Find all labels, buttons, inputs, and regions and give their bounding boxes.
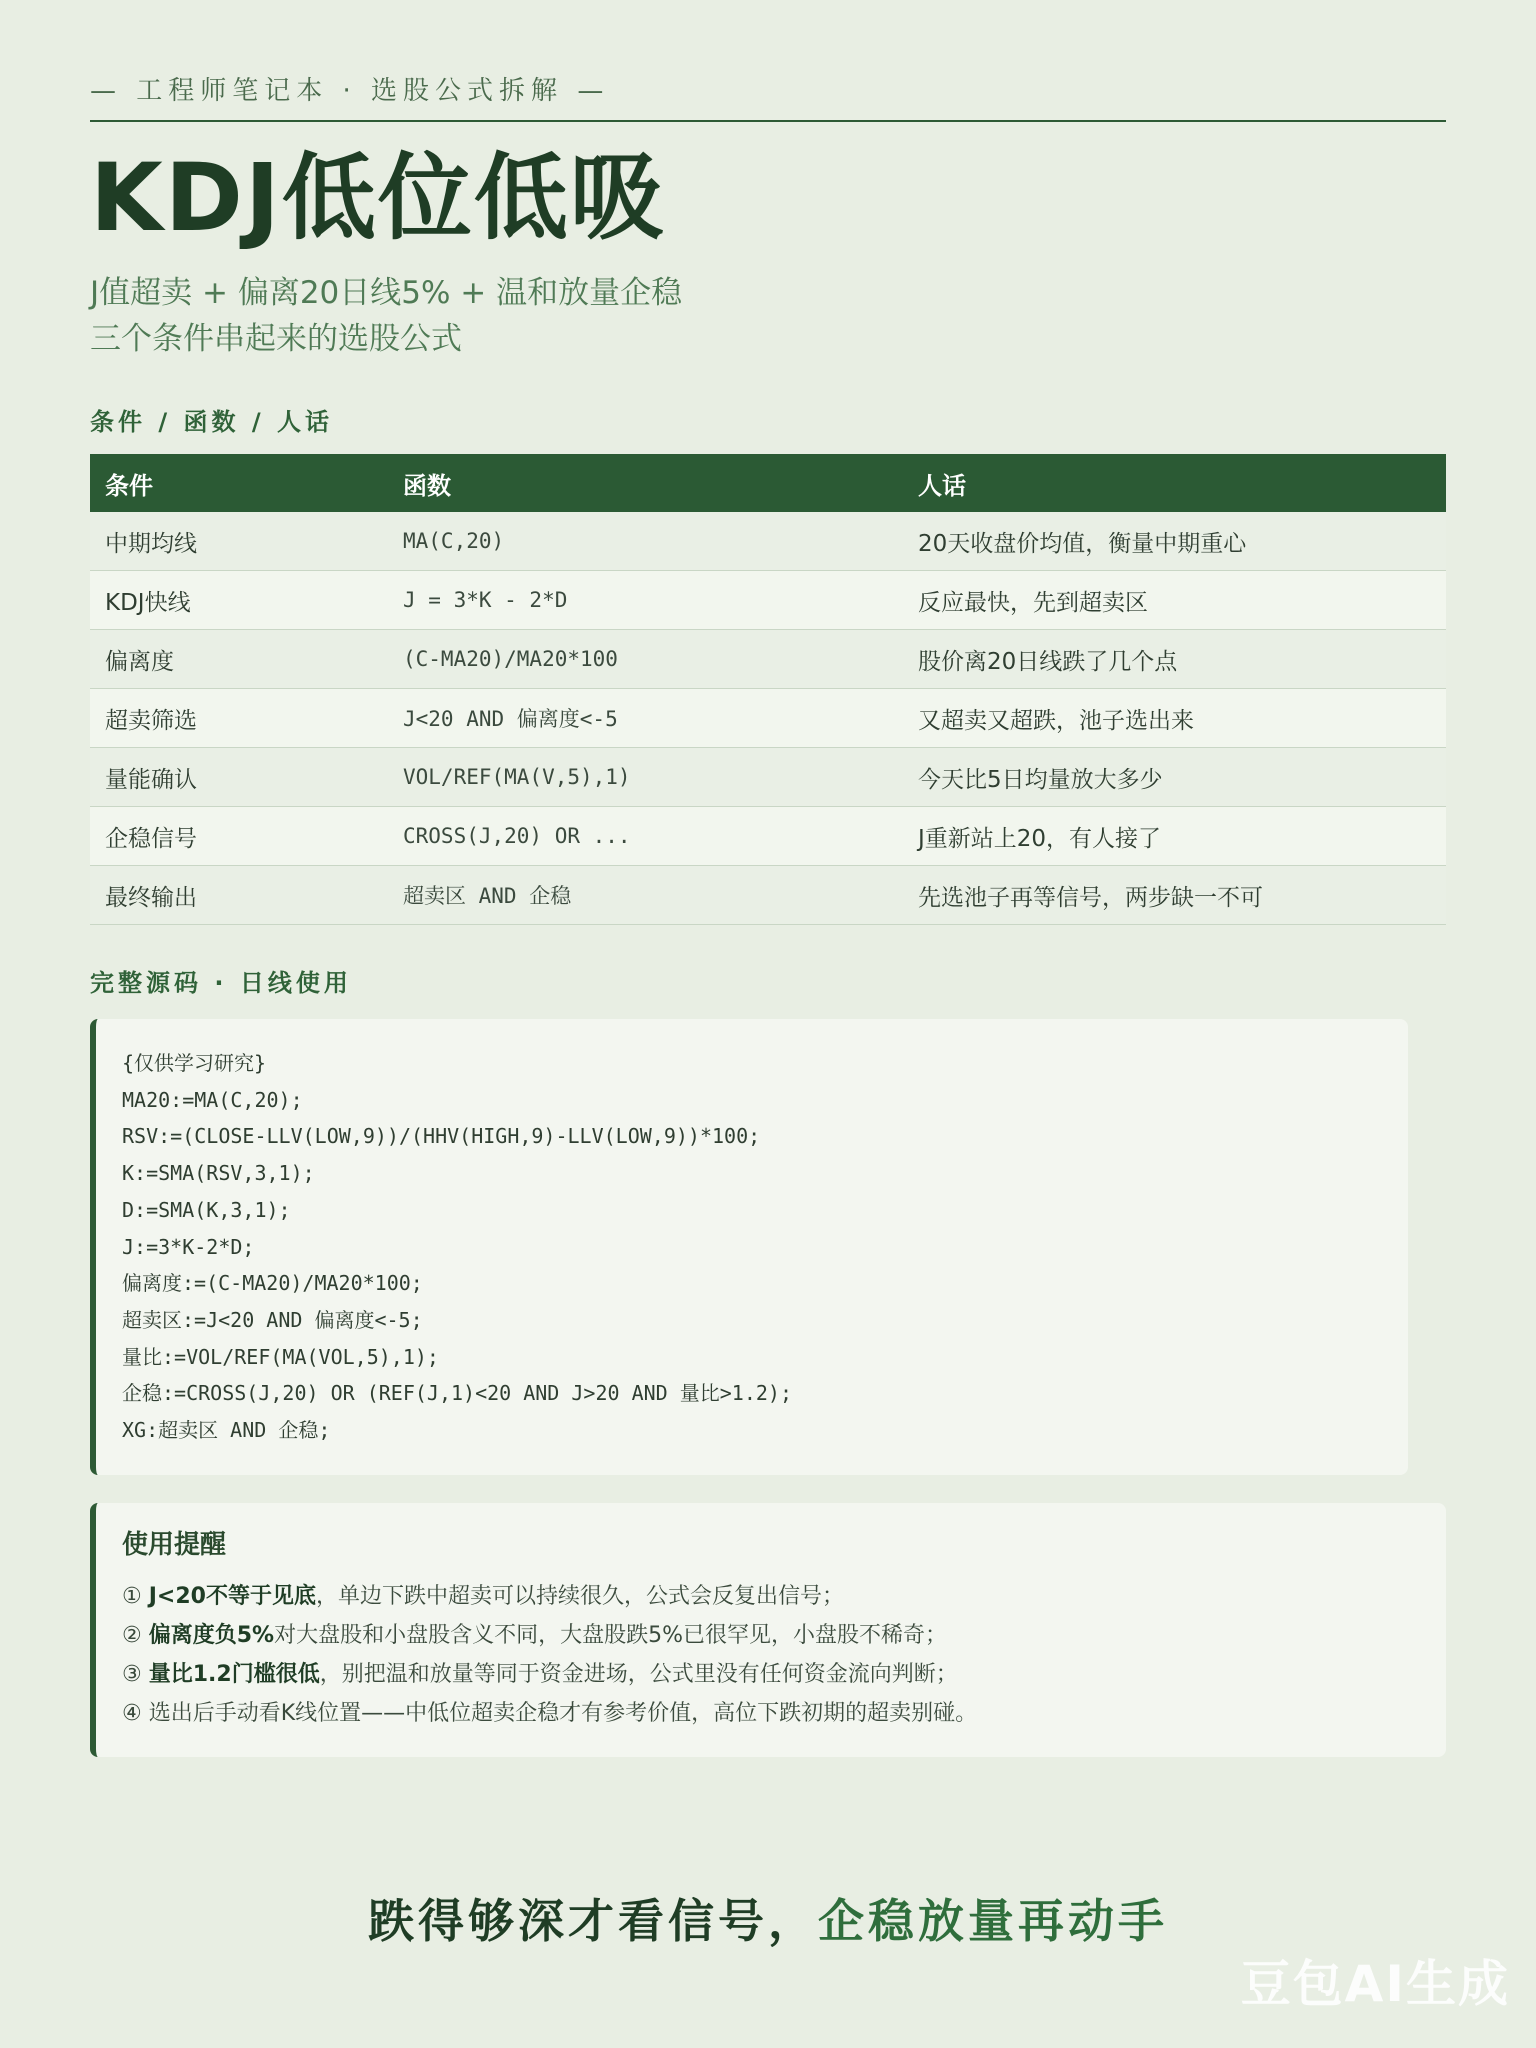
- page-content: [90, 0, 1446, 1757]
- tip-text: 选出后手动看K线位置——中低位超卖企稳才有参考价值，高位下跌初期的超卖别碰。: [148, 1700, 978, 1726]
- cell-function: 超卖区 AND 企稳: [388, 866, 903, 925]
- subtitle-line-1: J值超卖 + 偏离20日线5% + 温和放量企稳: [90, 275, 683, 311]
- page-title: KDJ低位低吸: [90, 144, 666, 253]
- cell-function: MA(C,20): [388, 512, 903, 571]
- subtitle: [90, 270, 1446, 362]
- table-section-label: 条件 / 函数 / 人话: [90, 408, 333, 436]
- tip-number: ②: [122, 1622, 142, 1648]
- code-line: K:=SMA(RSV,3,1);: [122, 1161, 315, 1186]
- code-line: D:=SMA(K,3,1);: [122, 1197, 291, 1222]
- table-row: [90, 866, 1446, 925]
- tip-number: ③: [122, 1661, 142, 1687]
- cell-function: J<20 AND 偏离度<-5: [388, 689, 903, 748]
- tip-emphasis: J<20不等于见底: [148, 1583, 316, 1609]
- cell-function: CROSS(J,20) OR ...: [388, 807, 903, 866]
- tip-text: 对大盘股和小盘股含义不同，大盘股跌5%已很罕见，小盘股不稀奇；: [274, 1622, 947, 1648]
- tip-text: ，别把温和放量等同于资金进场，公式里没有任何资金流向判断；: [319, 1661, 958, 1687]
- ai-watermark: 豆包AI生成: [1240, 1955, 1510, 2013]
- code-line: 企稳:=CROSS(J,20) OR (REF(J,1)<20 AND J>20 AND 量比>1.2);: [122, 1381, 793, 1406]
- tips-title: 使用提醒: [122, 1529, 227, 1560]
- tip-item: [122, 1694, 1446, 1733]
- footer-slogan: [0, 1885, 1536, 1951]
- cell-condition: 中期均线: [90, 512, 388, 571]
- cell-condition: 偏离度: [90, 630, 388, 689]
- cell-condition: 超卖筛选: [90, 689, 388, 748]
- table-row: [90, 748, 1446, 807]
- cell-function: J = 3*K - 2*D: [388, 571, 903, 630]
- table-row: [90, 512, 1446, 571]
- tip-text: ，单边下跌中超卖可以持续很久，公式会反复出信号；: [315, 1583, 844, 1609]
- table-row: [90, 630, 1446, 689]
- tip-item: [122, 1577, 1446, 1616]
- condition-table: [90, 454, 1446, 925]
- code-line: XG:超卖区 AND 企稳;: [122, 1418, 331, 1443]
- tip-number: ①: [122, 1583, 142, 1609]
- slogan-part-2: 企稳放量再动手: [818, 1894, 1168, 1948]
- tip-emphasis: 偏离度负5%: [148, 1622, 275, 1648]
- cell-plain-words: 反应最快，先到超卖区: [903, 571, 1446, 630]
- table-row: [90, 807, 1446, 866]
- code-line: 超卖区:=J<20 AND 偏离度<-5;: [122, 1307, 423, 1332]
- code-line: 偏离度:=(C-MA20)/MA20*100;: [122, 1271, 423, 1296]
- tip-number: ④: [122, 1700, 142, 1726]
- tip-item: [122, 1616, 1446, 1655]
- cell-plain-words: 今天比5日均量放大多少: [903, 748, 1446, 807]
- code-line: MA20:=MA(C,20);: [122, 1087, 303, 1112]
- cell-condition: 企稳信号: [90, 807, 388, 866]
- source-code-block: [90, 1019, 1408, 1475]
- table-header-row: [90, 454, 1446, 512]
- cell-condition: 量能确认: [90, 748, 388, 807]
- cell-plain-words: J重新站上20，有人接了: [903, 807, 1446, 866]
- tip-emphasis: 量比1.2门槛很低: [148, 1661, 320, 1687]
- cell-plain-words: 又超卖又超跌，池子选出来: [903, 689, 1446, 748]
- cell-plain-words: 股价离20日线跌了几个点: [903, 630, 1446, 689]
- header-plain-words: 人话: [918, 471, 966, 500]
- header-function: 函数: [403, 471, 451, 500]
- table-row: [90, 571, 1446, 630]
- table-row: [90, 689, 1446, 748]
- subtitle-line-2: 三个条件串起来的选股公式: [90, 321, 462, 357]
- code-line: 量比:=VOL/REF(MA(VOL,5),1);: [122, 1344, 439, 1369]
- usage-tips-box: [90, 1503, 1446, 1757]
- code-line: RSV:=(CLOSE-LLV(LOW,9))/(HHV(HIGH,9)-LLV(LOW,9))*100;: [122, 1124, 761, 1149]
- eyebrow-label: — 工程师笔记本 · 选股公式拆解 —: [90, 72, 1446, 122]
- cell-function: (C-MA20)/MA20*100: [388, 630, 903, 689]
- code-section-label: 完整源码 · 日线使用: [90, 969, 352, 997]
- cell-condition: KDJ快线: [90, 571, 388, 630]
- cell-condition: 最终输出: [90, 866, 388, 925]
- code-line: J:=3*K-2*D;: [122, 1234, 255, 1259]
- cell-plain-words: 20天收盘价均值，衡量中期重心: [903, 512, 1446, 571]
- cell-plain-words: 先选池子再等信号，两步缺一不可: [903, 866, 1446, 925]
- cell-function: VOL/REF(MA(V,5),1): [388, 748, 903, 807]
- header-condition: 条件: [105, 471, 153, 500]
- slogan-part-1: 跌得够深才看信号，: [368, 1894, 818, 1948]
- code-line: {仅供学习研究}: [122, 1051, 267, 1075]
- tip-item: [122, 1655, 1446, 1694]
